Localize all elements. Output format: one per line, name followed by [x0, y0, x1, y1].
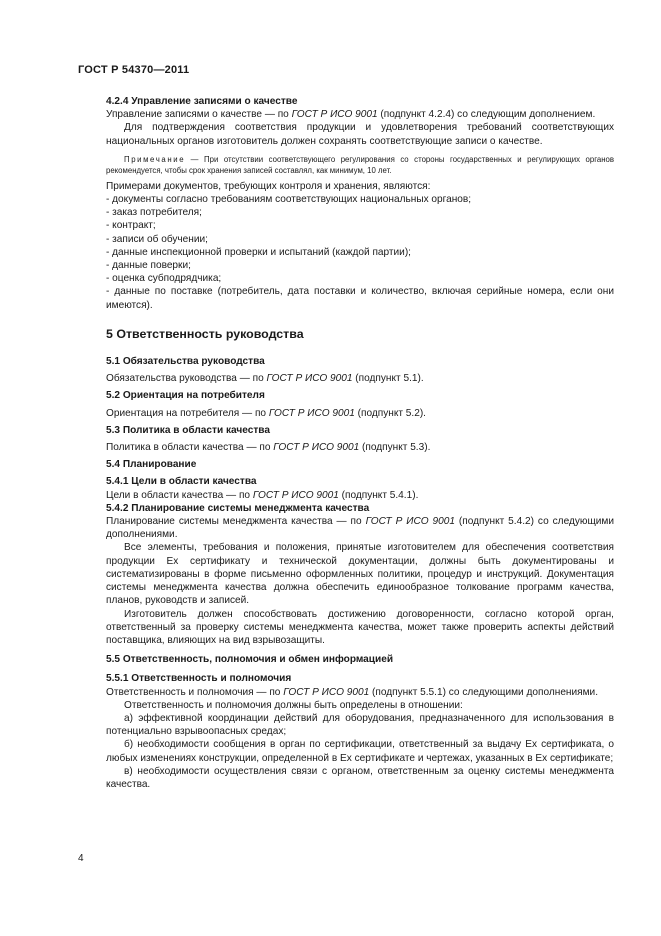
- page-number: 4: [78, 853, 84, 864]
- paragraph-5-1: Обязательства руководства — по ГОСТ Р ИСО 9001 (подпункт 5.1).: [106, 373, 424, 385]
- paragraph-5-5-1-scope: Ответственность и полномочия должны быть определены в отношении:: [124, 699, 463, 711]
- heading-5-4-1: 5.4.1 Цели в области качества: [106, 476, 257, 488]
- list-item-b: б) необходимости сообщения в орган по сертификации, ответственный за выдачу Ex сертификата, о любых изменениях конструкции, определенной в Ex сертификате и чертежах, указанных в Ex сертификате;: [106, 739, 614, 764]
- section-5-heading: 5 Ответственность руководства: [106, 326, 304, 341]
- document-body: [106, 95, 614, 791]
- heading-5-2: 5.2 Ориентация на потребителя: [106, 390, 265, 402]
- paragraph-4-2-4-body: Для подтверждения соответствия продукции и удовлетворения требований соответствующих национальных органов изготовитель должен сохранять соответствующие записи о качестве.: [106, 122, 614, 147]
- heading-5-5: 5.5 Ответственность, полномочия и обмен информацией: [106, 654, 394, 666]
- standard-reference: ГОСТ Р ИСО 9001: [273, 442, 360, 454]
- paragraph-5-5-1-intro: Ответственность и полномочия — по ГОСТ Р ИСО 9001 (подпункт 5.5.1) со следующими дополнениями.: [106, 686, 598, 698]
- note-retention: Примечание — При отсутствии соответствующего регулирования со стороны государственных и регулирующих органов рекомендуется, чтобы срок хранения записей составлял, как минимум, 10 лет.: [106, 154, 614, 175]
- standard-reference: ГОСТ Р ИСО 9001: [252, 489, 339, 501]
- list-item-a: а) эффективной координации действий для оборудования, предназначенного для использования в потенциально взрывоопасных средах;: [106, 712, 614, 738]
- paragraph-5-4-2-supplier: Изготовитель должен способствовать достижению договоренности, согласно которой орган, ответственный за проверку системы менеджмента качества, может также проверить аспекты действий поставщика, влияющих на вид взрывозащиты.: [106, 608, 614, 646]
- list-item: - записи об обучении;: [106, 233, 208, 245]
- list-item: - данные по поставке (потребитель, дата поставки и количество, включая серийные номера, если они имеются).: [106, 286, 614, 311]
- list-item: - данные поверки;: [106, 260, 191, 272]
- paragraph-5-4-2-docs: Все элементы, требования и положения, принятые изготовителем для обеспечения соответствия продукции Ex сертификату и технической документации, должны быть документированы и систематизированы в форме письменно оформленных политики, процедур и инструкций. Документация системы менеджмента качества должна обеспечить единообразное толкование программ качества, планов, руководств и записей.: [106, 542, 614, 607]
- paragraph-5-2: Ориентация на потребителя — по ГОСТ Р ИСО 9001 (подпункт 5.2).: [106, 407, 426, 419]
- list-item: - оценка субподрядчика;: [106, 273, 222, 285]
- list-item: - документы согласно требованиям соответствующих национальных органов;: [106, 194, 472, 206]
- document-list: [106, 193, 614, 312]
- heading-5-1: 5.1 Обязательства руководства: [106, 356, 265, 368]
- list-item: - данные инспекционной проверки и испытаний (каждой партии);: [106, 246, 411, 258]
- standard-reference: ГОСТ Р ИСО 9001: [268, 407, 355, 419]
- standard-reference: ГОСТ Р ИСО 9001: [283, 686, 370, 698]
- heading-4-2-4: 4.2.4 Управление записями о качестве: [106, 96, 298, 107]
- standard-reference: ГОСТ Р ИСО 9001: [266, 373, 353, 385]
- paragraph-5-3: Политика в области качества — по ГОСТ Р ИСО 9001 (подпункт 5.3).: [106, 442, 431, 454]
- list-intro: Примерами документов, требующих контроля и хранения, являются:: [106, 180, 431, 192]
- heading-5-5-1: 5.5.1 Ответственность и полномочия: [106, 673, 292, 685]
- list-item-c: в) необходимости осуществления связи с органом, ответственным за оценку системы менеджмента качества.: [106, 765, 614, 790]
- standard-reference: ГОСТ Р ИСО 9001: [365, 516, 455, 528]
- paragraph-4-2-4-intro: Управление записями о качестве — по ГОСТ Р ИСО 9001 (подпункт 4.2.4) со следующим дополнением.: [106, 109, 596, 121]
- standard-reference: ГОСТ Р ИСО 9001: [291, 109, 378, 121]
- list-item: - контракт;: [106, 220, 156, 232]
- note-label: Примечание: [124, 154, 186, 164]
- paragraph-5-4-1: Цели в области качества — по ГОСТ Р ИСО 9001 (подпункт 5.4.1).: [106, 489, 419, 501]
- paragraph-5-4-2-intro: Планирование системы менеджмента качества — по ГОСТ Р ИСО 9001 (подпункт 5.4.2) со следующими дополнениями.: [106, 516, 614, 541]
- list-item: - заказ потребителя;: [106, 207, 202, 219]
- document-header: ГОСТ Р 54370—2011: [78, 64, 190, 76]
- heading-5-3: 5.3 Политика в области качества: [106, 424, 270, 436]
- heading-5-4-2: 5.4.2 Планирование системы менеджмента качества: [106, 502, 370, 514]
- heading-5-4: 5.4 Планирование: [106, 459, 197, 471]
